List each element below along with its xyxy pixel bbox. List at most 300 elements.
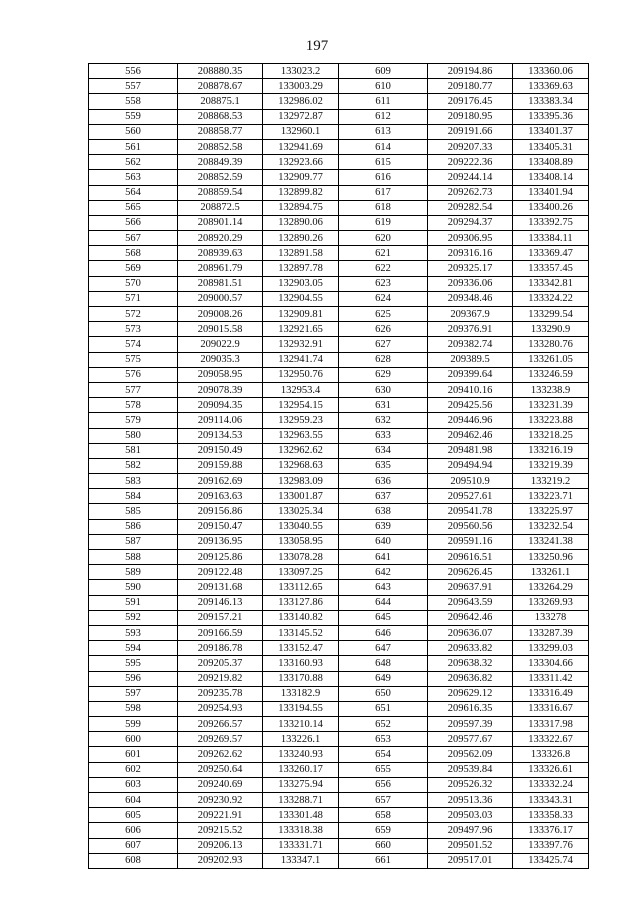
table-row (89, 231, 589, 246)
y-coordinate-cell: 133216.19 (513, 443, 589, 458)
x-coordinate-cell: 209150.47 (178, 519, 263, 534)
x-coordinate-cell: 209008.26 (178, 307, 263, 322)
point-number-cell: 560 (89, 124, 178, 139)
x-coordinate-cell: 209643.59 (428, 595, 513, 610)
table-row (89, 352, 589, 367)
y-coordinate-cell: 133264.29 (513, 580, 589, 595)
y-coordinate-cell: 133358.33 (513, 808, 589, 823)
x-coordinate-cell: 209562.09 (428, 747, 513, 762)
table-row (89, 215, 589, 230)
table-row (89, 291, 589, 306)
x-coordinate-cell: 209642.46 (428, 610, 513, 625)
y-coordinate-cell: 132921.65 (263, 322, 339, 337)
x-coordinate-cell: 209191.66 (428, 124, 513, 139)
y-coordinate-cell: 132932.91 (263, 337, 339, 352)
point-number-cell: 603 (89, 777, 178, 792)
point-number-cell: 658 (339, 808, 428, 823)
point-number-cell: 574 (89, 337, 178, 352)
point-number-cell: 632 (339, 413, 428, 428)
point-number-cell: 655 (339, 762, 428, 777)
point-number-cell: 618 (339, 200, 428, 215)
table-row (89, 504, 589, 519)
y-coordinate-cell: 132890.06 (263, 215, 339, 230)
x-coordinate-cell: 209221.91 (178, 808, 263, 823)
y-coordinate-cell: 133223.71 (513, 489, 589, 504)
point-number-cell: 650 (339, 686, 428, 701)
point-number-cell: 594 (89, 641, 178, 656)
point-number-cell: 653 (339, 732, 428, 747)
y-coordinate-cell: 133250.96 (513, 550, 589, 565)
x-coordinate-cell: 209316.16 (428, 246, 513, 261)
point-number-cell: 633 (339, 428, 428, 443)
y-coordinate-cell: 133246.59 (513, 367, 589, 382)
table-row (89, 185, 589, 200)
table-row (89, 853, 589, 868)
x-coordinate-cell: 209159.88 (178, 458, 263, 473)
point-number-cell: 584 (89, 489, 178, 504)
x-coordinate-cell: 208875.1 (178, 94, 263, 109)
x-coordinate-cell: 209626.45 (428, 565, 513, 580)
y-coordinate-cell: 133238.9 (513, 382, 589, 397)
y-coordinate-cell: 133058.95 (263, 534, 339, 549)
y-coordinate-cell: 132972.87 (263, 109, 339, 124)
point-number-cell: 604 (89, 793, 178, 808)
x-coordinate-cell: 209597.39 (428, 717, 513, 732)
y-coordinate-cell: 133003.29 (263, 79, 339, 94)
y-coordinate-cell: 133231.39 (513, 398, 589, 413)
x-coordinate-cell: 209541.78 (428, 504, 513, 519)
point-number-cell: 636 (339, 474, 428, 489)
point-number-cell: 654 (339, 747, 428, 762)
x-coordinate-cell: 209591.16 (428, 534, 513, 549)
y-coordinate-cell: 133324.22 (513, 291, 589, 306)
y-coordinate-cell: 132960.1 (263, 124, 339, 139)
x-coordinate-cell: 208872.5 (178, 200, 263, 215)
point-number-cell: 626 (339, 322, 428, 337)
point-number-cell: 616 (339, 170, 428, 185)
point-number-cell: 631 (339, 398, 428, 413)
x-coordinate-cell: 209240.69 (178, 777, 263, 792)
table-row (89, 625, 589, 640)
table-row (89, 610, 589, 625)
x-coordinate-cell: 209510.9 (428, 474, 513, 489)
point-number-cell: 612 (339, 109, 428, 124)
point-number-cell: 630 (339, 382, 428, 397)
table-row (89, 595, 589, 610)
point-number-cell: 611 (339, 94, 428, 109)
y-coordinate-cell: 133240.93 (263, 747, 339, 762)
x-coordinate-cell: 209215.52 (178, 823, 263, 838)
x-coordinate-cell: 209446.96 (428, 413, 513, 428)
point-number-cell: 591 (89, 595, 178, 610)
x-coordinate-cell: 209462.46 (428, 428, 513, 443)
x-coordinate-cell: 209494.94 (428, 458, 513, 473)
table-row (89, 519, 589, 534)
point-number-cell: 566 (89, 215, 178, 230)
point-number-cell: 659 (339, 823, 428, 838)
point-number-cell: 642 (339, 565, 428, 580)
point-number-cell: 583 (89, 474, 178, 489)
x-coordinate-cell: 208849.39 (178, 155, 263, 170)
x-coordinate-cell: 209131.68 (178, 580, 263, 595)
y-coordinate-cell: 133261.1 (513, 565, 589, 580)
point-number-cell: 600 (89, 732, 178, 747)
x-coordinate-cell: 209269.57 (178, 732, 263, 747)
point-number-cell: 627 (339, 337, 428, 352)
x-coordinate-cell: 209262.73 (428, 185, 513, 200)
point-number-cell: 641 (339, 550, 428, 565)
table-row (89, 580, 589, 595)
x-coordinate-cell: 208868.53 (178, 109, 263, 124)
point-number-cell: 609 (339, 64, 428, 79)
table-row (89, 823, 589, 838)
table-row (89, 170, 589, 185)
point-number-cell: 656 (339, 777, 428, 792)
y-coordinate-cell: 133025.34 (263, 504, 339, 519)
table-row (89, 534, 589, 549)
y-coordinate-cell: 133223.88 (513, 413, 589, 428)
x-coordinate-cell: 209629.12 (428, 686, 513, 701)
point-number-cell: 635 (339, 458, 428, 473)
y-coordinate-cell: 132941.74 (263, 352, 339, 367)
y-coordinate-cell: 133400.26 (513, 200, 589, 215)
x-coordinate-cell: 209022.9 (178, 337, 263, 352)
x-coordinate-cell: 209501.52 (428, 838, 513, 853)
y-coordinate-cell: 133343.31 (513, 793, 589, 808)
point-number-cell: 643 (339, 580, 428, 595)
table-row (89, 732, 589, 747)
y-coordinate-cell: 132953.4 (263, 382, 339, 397)
x-coordinate-cell: 209202.93 (178, 853, 263, 868)
x-coordinate-cell: 209294.37 (428, 215, 513, 230)
y-coordinate-cell: 133408.14 (513, 170, 589, 185)
y-coordinate-cell: 133278 (513, 610, 589, 625)
page-number: 197 (305, 38, 329, 54)
point-number-cell: 579 (89, 413, 178, 428)
point-number-cell: 605 (89, 808, 178, 823)
table-row (89, 489, 589, 504)
point-number-cell: 576 (89, 367, 178, 382)
y-coordinate-cell: 133152.47 (263, 641, 339, 656)
point-number-cell: 589 (89, 565, 178, 580)
table-row (89, 367, 589, 382)
table-row (89, 717, 589, 732)
x-coordinate-cell: 209633.82 (428, 641, 513, 656)
y-coordinate-cell: 133182.9 (263, 686, 339, 701)
x-coordinate-cell: 209616.35 (428, 701, 513, 716)
table-row (89, 139, 589, 154)
x-coordinate-cell: 209186.78 (178, 641, 263, 656)
y-coordinate-cell: 133290.9 (513, 322, 589, 337)
point-number-cell: 596 (89, 671, 178, 686)
y-coordinate-cell: 133194.55 (263, 701, 339, 716)
y-coordinate-cell: 133170.88 (263, 671, 339, 686)
y-coordinate-cell: 133369.63 (513, 79, 589, 94)
x-coordinate-cell: 208981.51 (178, 276, 263, 291)
table-row (89, 686, 589, 701)
y-coordinate-cell: 133260.17 (263, 762, 339, 777)
y-coordinate-cell: 132986.02 (263, 94, 339, 109)
table-row (89, 94, 589, 109)
x-coordinate-cell: 209194.86 (428, 64, 513, 79)
point-number-cell: 592 (89, 610, 178, 625)
table-row (89, 413, 589, 428)
y-coordinate-cell: 133316.67 (513, 701, 589, 716)
point-number-cell: 587 (89, 534, 178, 549)
x-coordinate-cell: 209513.36 (428, 793, 513, 808)
x-coordinate-cell: 209517.01 (428, 853, 513, 868)
x-coordinate-cell: 209481.98 (428, 443, 513, 458)
x-coordinate-cell: 209527.61 (428, 489, 513, 504)
x-coordinate-cell: 209636.07 (428, 625, 513, 640)
x-coordinate-cell: 209230.92 (178, 793, 263, 808)
table-row (89, 79, 589, 94)
point-number-cell: 575 (89, 352, 178, 367)
y-coordinate-cell: 133326.61 (513, 762, 589, 777)
point-number-cell: 634 (339, 443, 428, 458)
x-coordinate-cell: 208880.35 (178, 64, 263, 79)
x-coordinate-cell: 209306.95 (428, 231, 513, 246)
y-coordinate-cell: 132899.82 (263, 185, 339, 200)
y-coordinate-cell: 132954.15 (263, 398, 339, 413)
x-coordinate-cell: 209376.91 (428, 322, 513, 337)
x-coordinate-cell: 209616.51 (428, 550, 513, 565)
y-coordinate-cell: 133304.66 (513, 656, 589, 671)
point-number-cell: 586 (89, 519, 178, 534)
point-number-cell: 622 (339, 261, 428, 276)
point-number-cell: 561 (89, 139, 178, 154)
point-number-cell: 572 (89, 307, 178, 322)
y-coordinate-cell: 133287.39 (513, 625, 589, 640)
point-number-cell: 617 (339, 185, 428, 200)
y-coordinate-cell: 132894.75 (263, 200, 339, 215)
y-coordinate-cell: 133140.82 (263, 610, 339, 625)
y-coordinate-cell: 133299.54 (513, 307, 589, 322)
x-coordinate-cell: 209282.54 (428, 200, 513, 215)
y-coordinate-cell: 133040.55 (263, 519, 339, 534)
x-coordinate-cell: 209539.84 (428, 762, 513, 777)
point-number-cell: 639 (339, 519, 428, 534)
x-coordinate-cell: 209410.16 (428, 382, 513, 397)
point-number-cell: 567 (89, 231, 178, 246)
point-number-cell: 590 (89, 580, 178, 595)
y-coordinate-cell: 133360.06 (513, 64, 589, 79)
y-coordinate-cell: 132962.62 (263, 443, 339, 458)
y-coordinate-cell: 133317.98 (513, 717, 589, 732)
y-coordinate-cell: 133219.2 (513, 474, 589, 489)
x-coordinate-cell: 209000.57 (178, 291, 263, 306)
point-number-cell: 660 (339, 838, 428, 853)
point-number-cell: 652 (339, 717, 428, 732)
x-coordinate-cell: 208920.29 (178, 231, 263, 246)
y-coordinate-cell: 132890.26 (263, 231, 339, 246)
x-coordinate-cell: 209367.9 (428, 307, 513, 322)
y-coordinate-cell: 133316.49 (513, 686, 589, 701)
table-row (89, 474, 589, 489)
point-number-cell: 621 (339, 246, 428, 261)
y-coordinate-cell: 132941.69 (263, 139, 339, 154)
x-coordinate-cell: 209503.03 (428, 808, 513, 823)
y-coordinate-cell: 133342.81 (513, 276, 589, 291)
y-coordinate-cell: 133001.87 (263, 489, 339, 504)
y-coordinate-cell: 133280.76 (513, 337, 589, 352)
point-number-cell: 661 (339, 853, 428, 868)
point-number-cell: 580 (89, 428, 178, 443)
x-coordinate-cell: 209114.06 (178, 413, 263, 428)
y-coordinate-cell: 133218.25 (513, 428, 589, 443)
point-number-cell: 593 (89, 625, 178, 640)
y-coordinate-cell: 133408.89 (513, 155, 589, 170)
y-coordinate-cell: 133401.94 (513, 185, 589, 200)
y-coordinate-cell: 133318.38 (263, 823, 339, 838)
y-coordinate-cell: 133331.71 (263, 838, 339, 853)
table-row (89, 246, 589, 261)
y-coordinate-cell: 133357.45 (513, 261, 589, 276)
x-coordinate-cell: 209176.45 (428, 94, 513, 109)
y-coordinate-cell: 132959.23 (263, 413, 339, 428)
y-coordinate-cell: 132950.76 (263, 367, 339, 382)
table-row (89, 671, 589, 686)
y-coordinate-cell: 132891.58 (263, 246, 339, 261)
x-coordinate-cell: 209262.62 (178, 747, 263, 762)
table-row (89, 261, 589, 276)
point-number-cell: 601 (89, 747, 178, 762)
point-number-cell: 564 (89, 185, 178, 200)
x-coordinate-cell: 209637.91 (428, 580, 513, 595)
point-number-cell: 610 (339, 79, 428, 94)
x-coordinate-cell: 209560.56 (428, 519, 513, 534)
x-coordinate-cell: 209222.36 (428, 155, 513, 170)
y-coordinate-cell: 133288.71 (263, 793, 339, 808)
x-coordinate-cell: 209266.57 (178, 717, 263, 732)
point-number-cell: 557 (89, 79, 178, 94)
point-number-cell: 620 (339, 231, 428, 246)
y-coordinate-cell: 133225.97 (513, 504, 589, 519)
y-coordinate-cell: 133311.42 (513, 671, 589, 686)
table-row (89, 124, 589, 139)
coordinates-table (88, 63, 589, 869)
point-number-cell: 573 (89, 322, 178, 337)
table-row (89, 428, 589, 443)
point-number-cell: 614 (339, 139, 428, 154)
table-row (89, 155, 589, 170)
table-row (89, 64, 589, 79)
table-row (89, 656, 589, 671)
x-coordinate-cell: 209235.78 (178, 686, 263, 701)
x-coordinate-cell: 209125.86 (178, 550, 263, 565)
x-coordinate-cell: 208852.58 (178, 139, 263, 154)
x-coordinate-cell: 209348.46 (428, 291, 513, 306)
x-coordinate-cell: 208901.14 (178, 215, 263, 230)
point-number-cell: 559 (89, 109, 178, 124)
point-number-cell: 556 (89, 64, 178, 79)
table-row (89, 762, 589, 777)
y-coordinate-cell: 133332.24 (513, 777, 589, 792)
y-coordinate-cell: 133112.65 (263, 580, 339, 595)
y-coordinate-cell: 133405.31 (513, 139, 589, 154)
point-number-cell: 607 (89, 838, 178, 853)
point-number-cell: 646 (339, 625, 428, 640)
x-coordinate-cell: 209146.13 (178, 595, 263, 610)
y-coordinate-cell: 133219.39 (513, 458, 589, 473)
point-number-cell: 613 (339, 124, 428, 139)
x-coordinate-cell: 209035.3 (178, 352, 263, 367)
y-coordinate-cell: 133347.1 (263, 853, 339, 868)
y-coordinate-cell: 133425.74 (513, 853, 589, 868)
x-coordinate-cell: 209336.06 (428, 276, 513, 291)
point-number-cell: 640 (339, 534, 428, 549)
x-coordinate-cell: 209162.69 (178, 474, 263, 489)
point-number-cell: 624 (339, 291, 428, 306)
x-coordinate-cell: 208939.63 (178, 246, 263, 261)
x-coordinate-cell: 209157.21 (178, 610, 263, 625)
point-number-cell: 645 (339, 610, 428, 625)
x-coordinate-cell: 209497.96 (428, 823, 513, 838)
y-coordinate-cell: 132968.63 (263, 458, 339, 473)
y-coordinate-cell: 133226.1 (263, 732, 339, 747)
x-coordinate-cell: 209526.32 (428, 777, 513, 792)
point-number-cell: 619 (339, 215, 428, 230)
x-coordinate-cell: 209180.95 (428, 109, 513, 124)
point-number-cell: 625 (339, 307, 428, 322)
table-row (89, 322, 589, 337)
y-coordinate-cell: 133392.75 (513, 215, 589, 230)
point-number-cell: 563 (89, 170, 178, 185)
point-number-cell: 606 (89, 823, 178, 838)
x-coordinate-cell: 208858.77 (178, 124, 263, 139)
point-number-cell: 647 (339, 641, 428, 656)
point-number-cell: 644 (339, 595, 428, 610)
y-coordinate-cell: 133275.94 (263, 777, 339, 792)
table-row (89, 550, 589, 565)
point-number-cell: 588 (89, 550, 178, 565)
point-number-cell: 595 (89, 656, 178, 671)
point-number-cell: 637 (339, 489, 428, 504)
point-number-cell: 629 (339, 367, 428, 382)
x-coordinate-cell: 209254.93 (178, 701, 263, 716)
y-coordinate-cell: 132904.55 (263, 291, 339, 306)
x-coordinate-cell: 209078.39 (178, 382, 263, 397)
point-number-cell: 577 (89, 382, 178, 397)
coordinates-table-body (89, 64, 589, 869)
point-number-cell: 623 (339, 276, 428, 291)
point-number-cell: 597 (89, 686, 178, 701)
point-number-cell: 570 (89, 276, 178, 291)
table-row (89, 808, 589, 823)
x-coordinate-cell: 209058.95 (178, 367, 263, 382)
y-coordinate-cell: 133322.67 (513, 732, 589, 747)
point-number-cell: 565 (89, 200, 178, 215)
x-coordinate-cell: 208859.54 (178, 185, 263, 200)
point-number-cell: 558 (89, 94, 178, 109)
y-coordinate-cell: 132909.77 (263, 170, 339, 185)
y-coordinate-cell: 132923.66 (263, 155, 339, 170)
y-coordinate-cell: 133397.76 (513, 838, 589, 853)
point-number-cell: 569 (89, 261, 178, 276)
x-coordinate-cell: 209577.67 (428, 732, 513, 747)
point-number-cell: 585 (89, 504, 178, 519)
x-coordinate-cell: 209206.13 (178, 838, 263, 853)
x-coordinate-cell: 208852.59 (178, 170, 263, 185)
y-coordinate-cell: 133210.14 (263, 717, 339, 732)
point-number-cell: 608 (89, 853, 178, 868)
y-coordinate-cell: 133145.52 (263, 625, 339, 640)
x-coordinate-cell: 209325.17 (428, 261, 513, 276)
x-coordinate-cell: 209425.56 (428, 398, 513, 413)
x-coordinate-cell: 209136.95 (178, 534, 263, 549)
y-coordinate-cell: 133401.37 (513, 124, 589, 139)
point-number-cell: 582 (89, 458, 178, 473)
